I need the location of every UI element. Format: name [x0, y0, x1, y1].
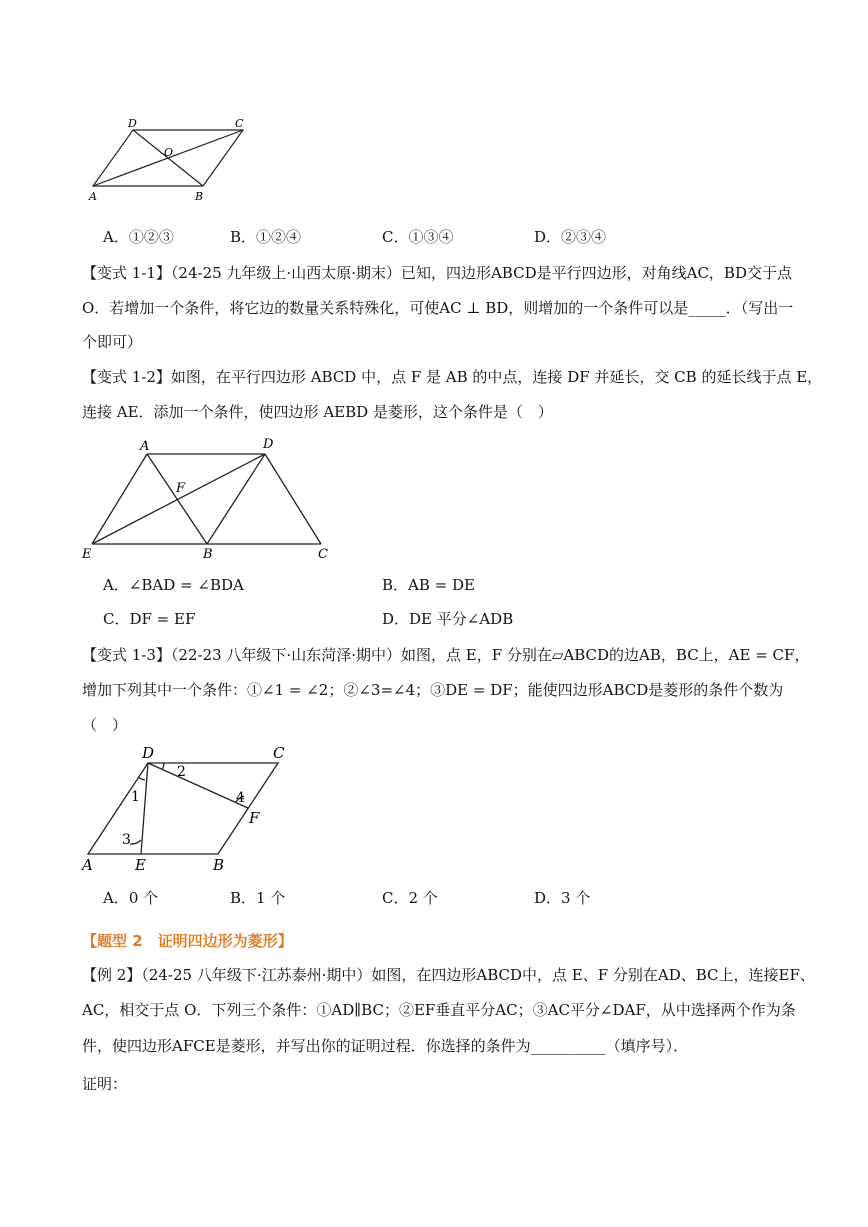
v12-line-1: 【变式 1-2】如图，在平行四边形 ABCD 中，点 F 是 AB 的中点，连接 DF 并延长，交 CB 的延长线于点 E，	[82, 368, 823, 386]
label-E: E	[82, 547, 92, 562]
option-d[interactable]: D．②③④	[534, 228, 607, 246]
section-heading: 【题型 2 证明四边形为菱形】	[82, 932, 293, 950]
v13-line-1: 【变式 1-3】（22-23 八年级下·山东菏泽·期中）如图，点 E，F 分别在▱ABCD的边AB，BC上，AE = CF，	[82, 646, 810, 664]
label-D: D	[128, 117, 137, 130]
option-c[interactable]: C．①③④	[382, 228, 454, 246]
ex2-line-2: AC，相交于点 O．下列三个条件：①AD∥BC；②EF垂直平分AC；③AC平分∠DAF，从中选择两个作为条	[82, 1001, 796, 1019]
option-b[interactable]: B．①②④	[230, 228, 302, 246]
figure-parallelogram-abcd	[80, 115, 260, 210]
label-D: D	[142, 744, 155, 762]
label-F: F	[249, 809, 260, 827]
option-a[interactable]: A．①②③	[103, 228, 174, 246]
v12-option-a[interactable]: A．∠BAD = ∠BDA	[103, 576, 244, 594]
v12-option-d[interactable]: D．DE 平分∠ADB	[382, 610, 514, 628]
ex2-line-3: 件，使四边形AFCE是菱形，并写出你的证明过程．你选择的条件为__________（填序号）．	[82, 1037, 689, 1055]
ex2-line-1: 【例 2】（24-25 八年级下·江苏泰州·期中）如图，在四边形ABCD中，点 E、F 分别在AD、BC上，连接EF、	[82, 966, 815, 984]
v11-line-2: O．若增加一个条件，将它边的数量关系特殊化，可使AC ⊥ BD，则增加的一个条件可以是_____．（写出一	[82, 299, 794, 317]
v13-option-c[interactable]: C．2 个	[382, 889, 438, 907]
label-E: E	[135, 856, 146, 874]
angle-label-3: 3	[122, 832, 131, 848]
figure-v13-parallelogram	[76, 740, 306, 875]
v13-line-3: （ ）	[82, 716, 128, 734]
v12-option-c[interactable]: C．DF = EF	[103, 610, 196, 628]
label-F: F	[176, 481, 186, 496]
label-C: C	[273, 744, 285, 762]
v12-option-b[interactable]: B．AB = DE	[382, 576, 475, 594]
angle-label-4: 4	[236, 790, 245, 806]
label-A: A	[89, 190, 97, 203]
label-A: A	[82, 856, 93, 874]
v11-line-1: 【变式 1-1】（24-25 九年级上·山西太原·期末）已知，四边形ABCD是平行四边形，对角线AC，BD交于点	[82, 264, 792, 282]
label-D: D	[263, 437, 274, 452]
label-C: C	[318, 547, 328, 562]
v13-option-b[interactable]: B．1 个	[230, 889, 286, 907]
label-O: O	[164, 146, 174, 159]
figure-v12-rhombus	[78, 432, 348, 564]
angle-label-1: 1	[131, 789, 140, 805]
proof-label: 证明：	[82, 1075, 128, 1093]
angle-label-2: 2	[177, 764, 186, 780]
label-B: B	[195, 190, 204, 203]
label-B: B	[213, 856, 225, 874]
label-A: A	[140, 439, 150, 454]
label-C: C	[235, 117, 244, 130]
v13-line-2: 增加下列其中一个条件：①∠1 = ∠2；②∠3=∠4；③DE = DF；能使四边形ABCD是菱形的条件个数为	[82, 681, 784, 699]
label-B: B	[203, 547, 213, 562]
v13-option-a[interactable]: A．0 个	[103, 889, 159, 907]
v11-line-3: 个即可）	[82, 333, 143, 351]
v12-line-2: 连接 AE．添加一个条件，使四边形 AEBD 是菱形，这个条件是（ ）	[82, 403, 553, 421]
v13-option-d[interactable]: D．3 个	[534, 889, 591, 907]
